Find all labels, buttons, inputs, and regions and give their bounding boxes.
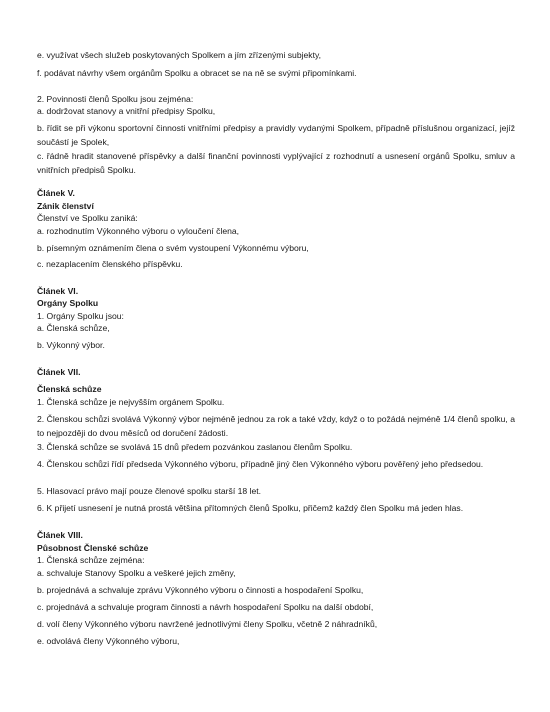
text-line: 2. Povinnosti členů Spolku jsou zejména: [37,94,194,104]
text-line: e. odvolává členy Výkonného výboru, [37,636,180,646]
text-line: e. využívat všech služeb poskytovaných Spolkem a jím zřízenými subjekty, [37,50,322,60]
text-paragraph: 2. Členskou schůzi svolává Výkonný výbor nejméně jednou za rok a také vždy, když o to požádá nejméně 1/4 členů spolku, a to nejpozději do dvou měsíců od doručení žádosti. [37,414,515,438]
text-line: c. projednává a schvaluje program činnosti a návrh hospodaření Spolku na další období, [37,602,374,612]
section-title: Zánik členství [37,201,94,211]
text-line: f. podávat návrhy všem orgánům Spolku a obracet se na ně se svými připomínkami. [37,68,357,78]
text-paragraph: c. řádně hradit stanovené příspěvky a další finanční povinnosti vyplývající z rozhodnutí a usnesení orgánů Spolku, smluv a vnitřních předpisů Spolku. [37,151,515,175]
article-heading: Článek VII. [37,367,81,377]
text-paragraph: b. řídit se při výkonu sportovní činnosti vnitřními předpisy a pravidly vydanými Spolkem, případně příslušnou organizací, jejíž součástí je Spolek, [37,123,515,147]
text-line: 1. Členská schůze je nejvyšším orgánem Spolku. [37,397,225,407]
text-line: b. písemným oznámením člena o svém vystoupení Výkonnému výboru, [37,243,309,253]
text-line: b. Výkonný výbor. [37,340,105,350]
section-title: Působnost Členské schůze [37,543,149,553]
text-line: 3. Členská schůze se svolává 15 dnů předem pozvánkou zaslanou členům Spolku. [37,442,353,452]
text-line: a. rozhodnutím Výkonného výboru o vyloučení člena, [37,226,240,236]
text-line: c. nezaplacením členského příspěvku. [37,259,183,269]
text-line: d. volí členy Výkonného výboru navržené jednotlivými členy Spolku, včetně 2 náhradníků, [37,619,378,629]
text-line: 1. Členská schůze zejména: [37,555,145,565]
text-line: b. projednává a schvaluje zprávu Výkonného výboru o činnosti a hospodaření Spolku, [37,585,364,595]
section-title: Orgány Spolku [37,298,99,308]
text-line: 1. Orgány Spolku jsou: [37,311,124,321]
section-title: Členská schůze [37,384,102,394]
text-paragraph: 4. Členskou schůzi řídí předseda Výkonného výboru, případně jiný člen Výkonného výboru pověřený jeho předsedou. [37,459,484,469]
article-heading: Článek VIII. [37,530,83,540]
article-heading: Článek V. [37,188,75,198]
text-line: a. dodržovat stanovy a vnitřní předpisy Spolku, [37,106,216,116]
text-line: 6. K přijetí usnesení je nutná prostá většina přítomných členů Spolku, přičemž každý člen Spolku má jeden hlas. [37,503,464,513]
text-line: Členství ve Spolku zaniká: [37,213,138,223]
text-line: 5. Hlasovací právo mají pouze členové spolku starší 18 let. [37,486,262,496]
text-line: a. Členská schůze, [37,323,110,333]
article-heading: Článek VI. [37,286,79,296]
text-line: a. schvaluje Stanovy Spolku a veškeré jejich změny, [37,568,236,578]
